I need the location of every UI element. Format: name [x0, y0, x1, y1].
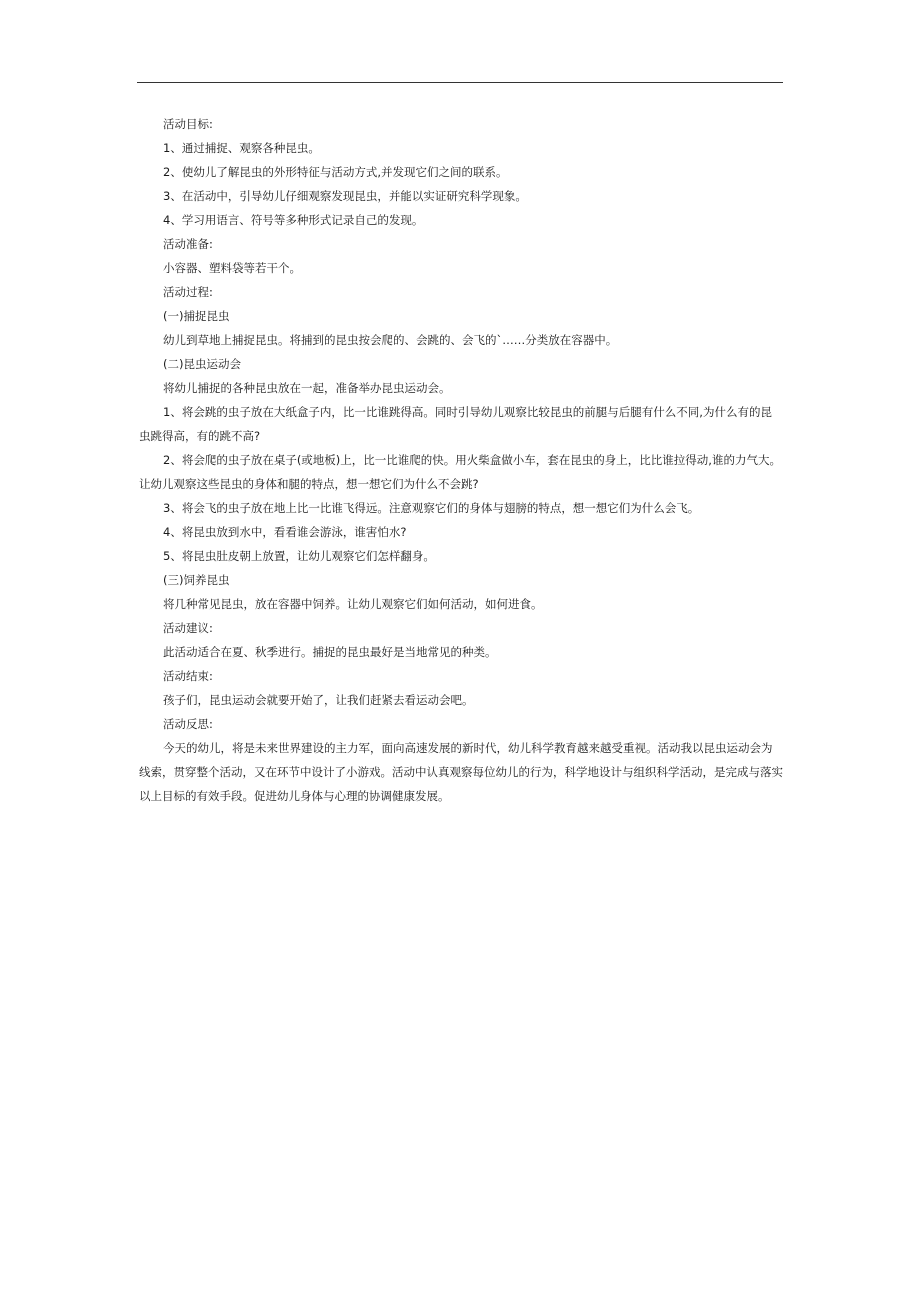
paragraph: 将幼儿捕捉的各种昆虫放在一起，准备举办昆虫运动会。 — [163, 381, 451, 395]
paragraph: 将几种常见昆虫，放在容器中饲养。让幼儿观察它们如何活动，如何进食。 — [163, 597, 543, 611]
paragraph: 活动目标: — [163, 117, 213, 131]
paragraph: 2、使幼儿了解昆虫的外形特征与活动方式,并发现它们之间的联系。 — [163, 165, 508, 179]
paragraph: 1、将会跳的虫子放在大纸盒子内，比一比谁跳得高。同时引导幼儿观察比较昆虫的前腿与后腿有什么不同,为什么有的昆虫跳得高，有的跳不高? — [139, 405, 772, 443]
paragraph: 今天的幼儿，将是未来世界建设的主力军，面向高速发展的新时代，幼儿科学教育越来越受重视。活动我以昆虫运动会为线索，贯穿整个活动，又在环节中设计了小游戏。活动中认真观察每位幼儿的行为，科学地设计与组织科学活动，是完成与落实以上目标的有效手段。促进幼儿身体与心理的协调健康发展。 — [139, 741, 783, 803]
paragraph: 活动准备: — [163, 237, 213, 251]
document-body — [139, 112, 783, 808]
paragraph: 孩子们，昆虫运动会就要开始了，让我们赶紧去看运动会吧。 — [163, 693, 474, 707]
paragraph: 5、将昆虫肚皮朝上放置，让幼儿观察它们怎样翻身。 — [163, 549, 435, 563]
paragraph: 3、将会飞的虫子放在地上比一比谁飞得远。注意观察它们的身体与翅膀的特点，想一想它们为什么会飞。 — [163, 501, 700, 515]
paragraph: 活动反思: — [163, 717, 213, 731]
paragraph: 4、学习用语言、符号等多种形式记录自己的发现。 — [163, 213, 424, 227]
paragraph: 2、将会爬的虫子放在桌子(或地板)上，比一比谁爬的快。用火柴盒做小车，套在昆虫的身上，比比谁拉得动,谁的力气大。让幼儿观察这些昆虫的身体和腿的特点，想一想它们为什么不会跳? — [139, 453, 781, 491]
paragraph: 4、将昆虫放到水中，看看谁会游泳，谁害怕水? — [163, 525, 407, 539]
header-rule — [137, 82, 783, 83]
paragraph: 活动建议: — [163, 621, 213, 635]
paragraph: 活动过程: — [163, 285, 213, 299]
paragraph: 3、在活动中，引导幼儿仔细观察发现昆虫，并能以实证研究科学现象。 — [163, 189, 527, 203]
paragraph: (一)捕捉昆虫 — [163, 309, 230, 323]
paragraph: (二)昆虫运动会 — [163, 357, 241, 371]
paragraph: 此活动适合在夏、秋季进行。捕捉的昆虫最好是当地常见的种类。 — [163, 645, 497, 659]
paragraph: 幼儿到草地上捕捉昆虫。将捕到的昆虫按会爬的、会跳的、会飞的`……分类放在容器中。 — [163, 333, 618, 347]
paragraph: (三)饲养昆虫 — [163, 573, 230, 587]
paragraph: 小容器、塑料袋等若干个。 — [163, 261, 301, 275]
paragraph: 1、通过捕捉、观察各种昆虫。 — [163, 141, 320, 155]
paragraph: 活动结束: — [163, 669, 213, 683]
